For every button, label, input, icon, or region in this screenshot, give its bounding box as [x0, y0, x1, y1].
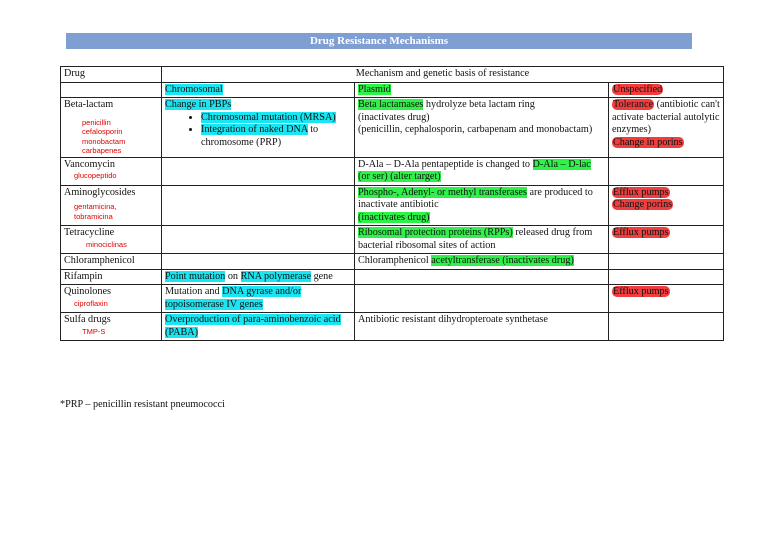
- header-plasmid: Plasmid: [358, 83, 391, 95]
- drug-example: glucopeptido: [74, 171, 117, 180]
- plasmid-text: Chloramphenicol acetyltransferase (inactivates drug): [358, 255, 574, 266]
- table-row: [61, 226, 724, 254]
- header-unspecified: Unspecified: [613, 83, 663, 95]
- table-row: [61, 185, 724, 226]
- list-item: • Chromosomal mutation (MRSA): [201, 112, 351, 125]
- table-row: [61, 254, 724, 270]
- chromosomal-heading: Change in PBPs: [165, 99, 232, 110]
- document-title: Drug Resistance Mechanisms: [66, 33, 692, 49]
- resistance-table: [60, 66, 724, 341]
- unspecified-text: Change in porins: [613, 136, 683, 148]
- drug-example: carbapenes: [82, 146, 122, 155]
- footnote: *PRP – penicillin resistant pneumococci: [60, 399, 225, 410]
- plasmid-text: (inactivates drug): [358, 211, 430, 223]
- drug-name: Sulfa drugs: [64, 314, 111, 325]
- drug-example: gentamicina,: [74, 202, 117, 211]
- drug-name: Aminoglycosides: [64, 186, 136, 198]
- plasmid-text: Ribosomal protection proteins (RPPs) released drug from bacterial ribosomal sites of action: [358, 227, 593, 251]
- unspecified-text: Efflux pumps: [613, 227, 669, 238]
- plasmid-text: (penicillin, cephalosporin, carbapenam and monobactam): [358, 124, 593, 135]
- table-row: [61, 285, 724, 313]
- drug-example: tobramicina: [74, 211, 113, 221]
- chromosomal-text: Point mutation on RNA polymerase gene: [165, 270, 333, 282]
- header-drug: Drug: [61, 67, 162, 83]
- table-row: [61, 157, 724, 185]
- drug-name: Chloramphenicol: [64, 255, 135, 266]
- table-row: [61, 269, 724, 285]
- plasmid-text: Phospho-, Adenyl- or methyl transferases are produced to inactivate antibiotic: [358, 186, 593, 210]
- unspecified-text: Efflux pumps: [613, 186, 669, 198]
- chromosomal-text: Mutation and DNA gyrase and/or topoisomerase IV genes: [165, 286, 302, 310]
- plasmid-text: (inactivates drug): [358, 111, 430, 123]
- header-chromosomal: Chromosomal: [165, 83, 223, 95]
- drug-example: ciproflaxin: [74, 298, 108, 308]
- plasmid-text: Antibiotic resistant dihydropteroate synthetase: [358, 314, 548, 325]
- table-row: [61, 313, 724, 341]
- unspecified-text: Tolerance (antibiotic can't activate bacterial autolytic enzymes): [612, 99, 720, 135]
- unspecified-text: Efflux pumps: [613, 286, 669, 297]
- drug-example: minociclinas: [86, 239, 127, 249]
- drug-example: penicillin: [82, 117, 111, 127]
- plasmid-text: Beta lactamases hydrolyze beta lactam ring: [358, 99, 535, 110]
- drug-example: cefalosporin: [82, 127, 123, 136]
- drug-name: Quinolones: [64, 286, 111, 297]
- drug-name: Tetracycline: [64, 227, 115, 238]
- unspecified-text: Change porins: [613, 199, 673, 210]
- header-row-1: [61, 67, 724, 83]
- chromosomal-list: [165, 112, 351, 150]
- chromosomal-text: Overproduction of para-aminobenzoic acid (PABA): [165, 314, 341, 338]
- drug-example: TMP-S: [82, 326, 106, 336]
- drug-example: monobactam: [82, 136, 126, 146]
- list-item: • Integration of naked DNA to chromosome (PRP): [201, 124, 351, 149]
- table-row: [61, 98, 724, 158]
- header-row-2: [61, 82, 724, 98]
- drug-name: Beta-lactam: [64, 99, 114, 110]
- drug-name: Rifampin: [64, 270, 103, 282]
- drug-name: Vancomycin: [64, 158, 115, 170]
- plasmid-text: D-Ala – D-Ala pentapeptide is changed to D-Ala – D-lac (or ser) (alter target): [358, 158, 591, 182]
- header-mechanism: Mechanism and genetic basis of resistance: [162, 67, 724, 83]
